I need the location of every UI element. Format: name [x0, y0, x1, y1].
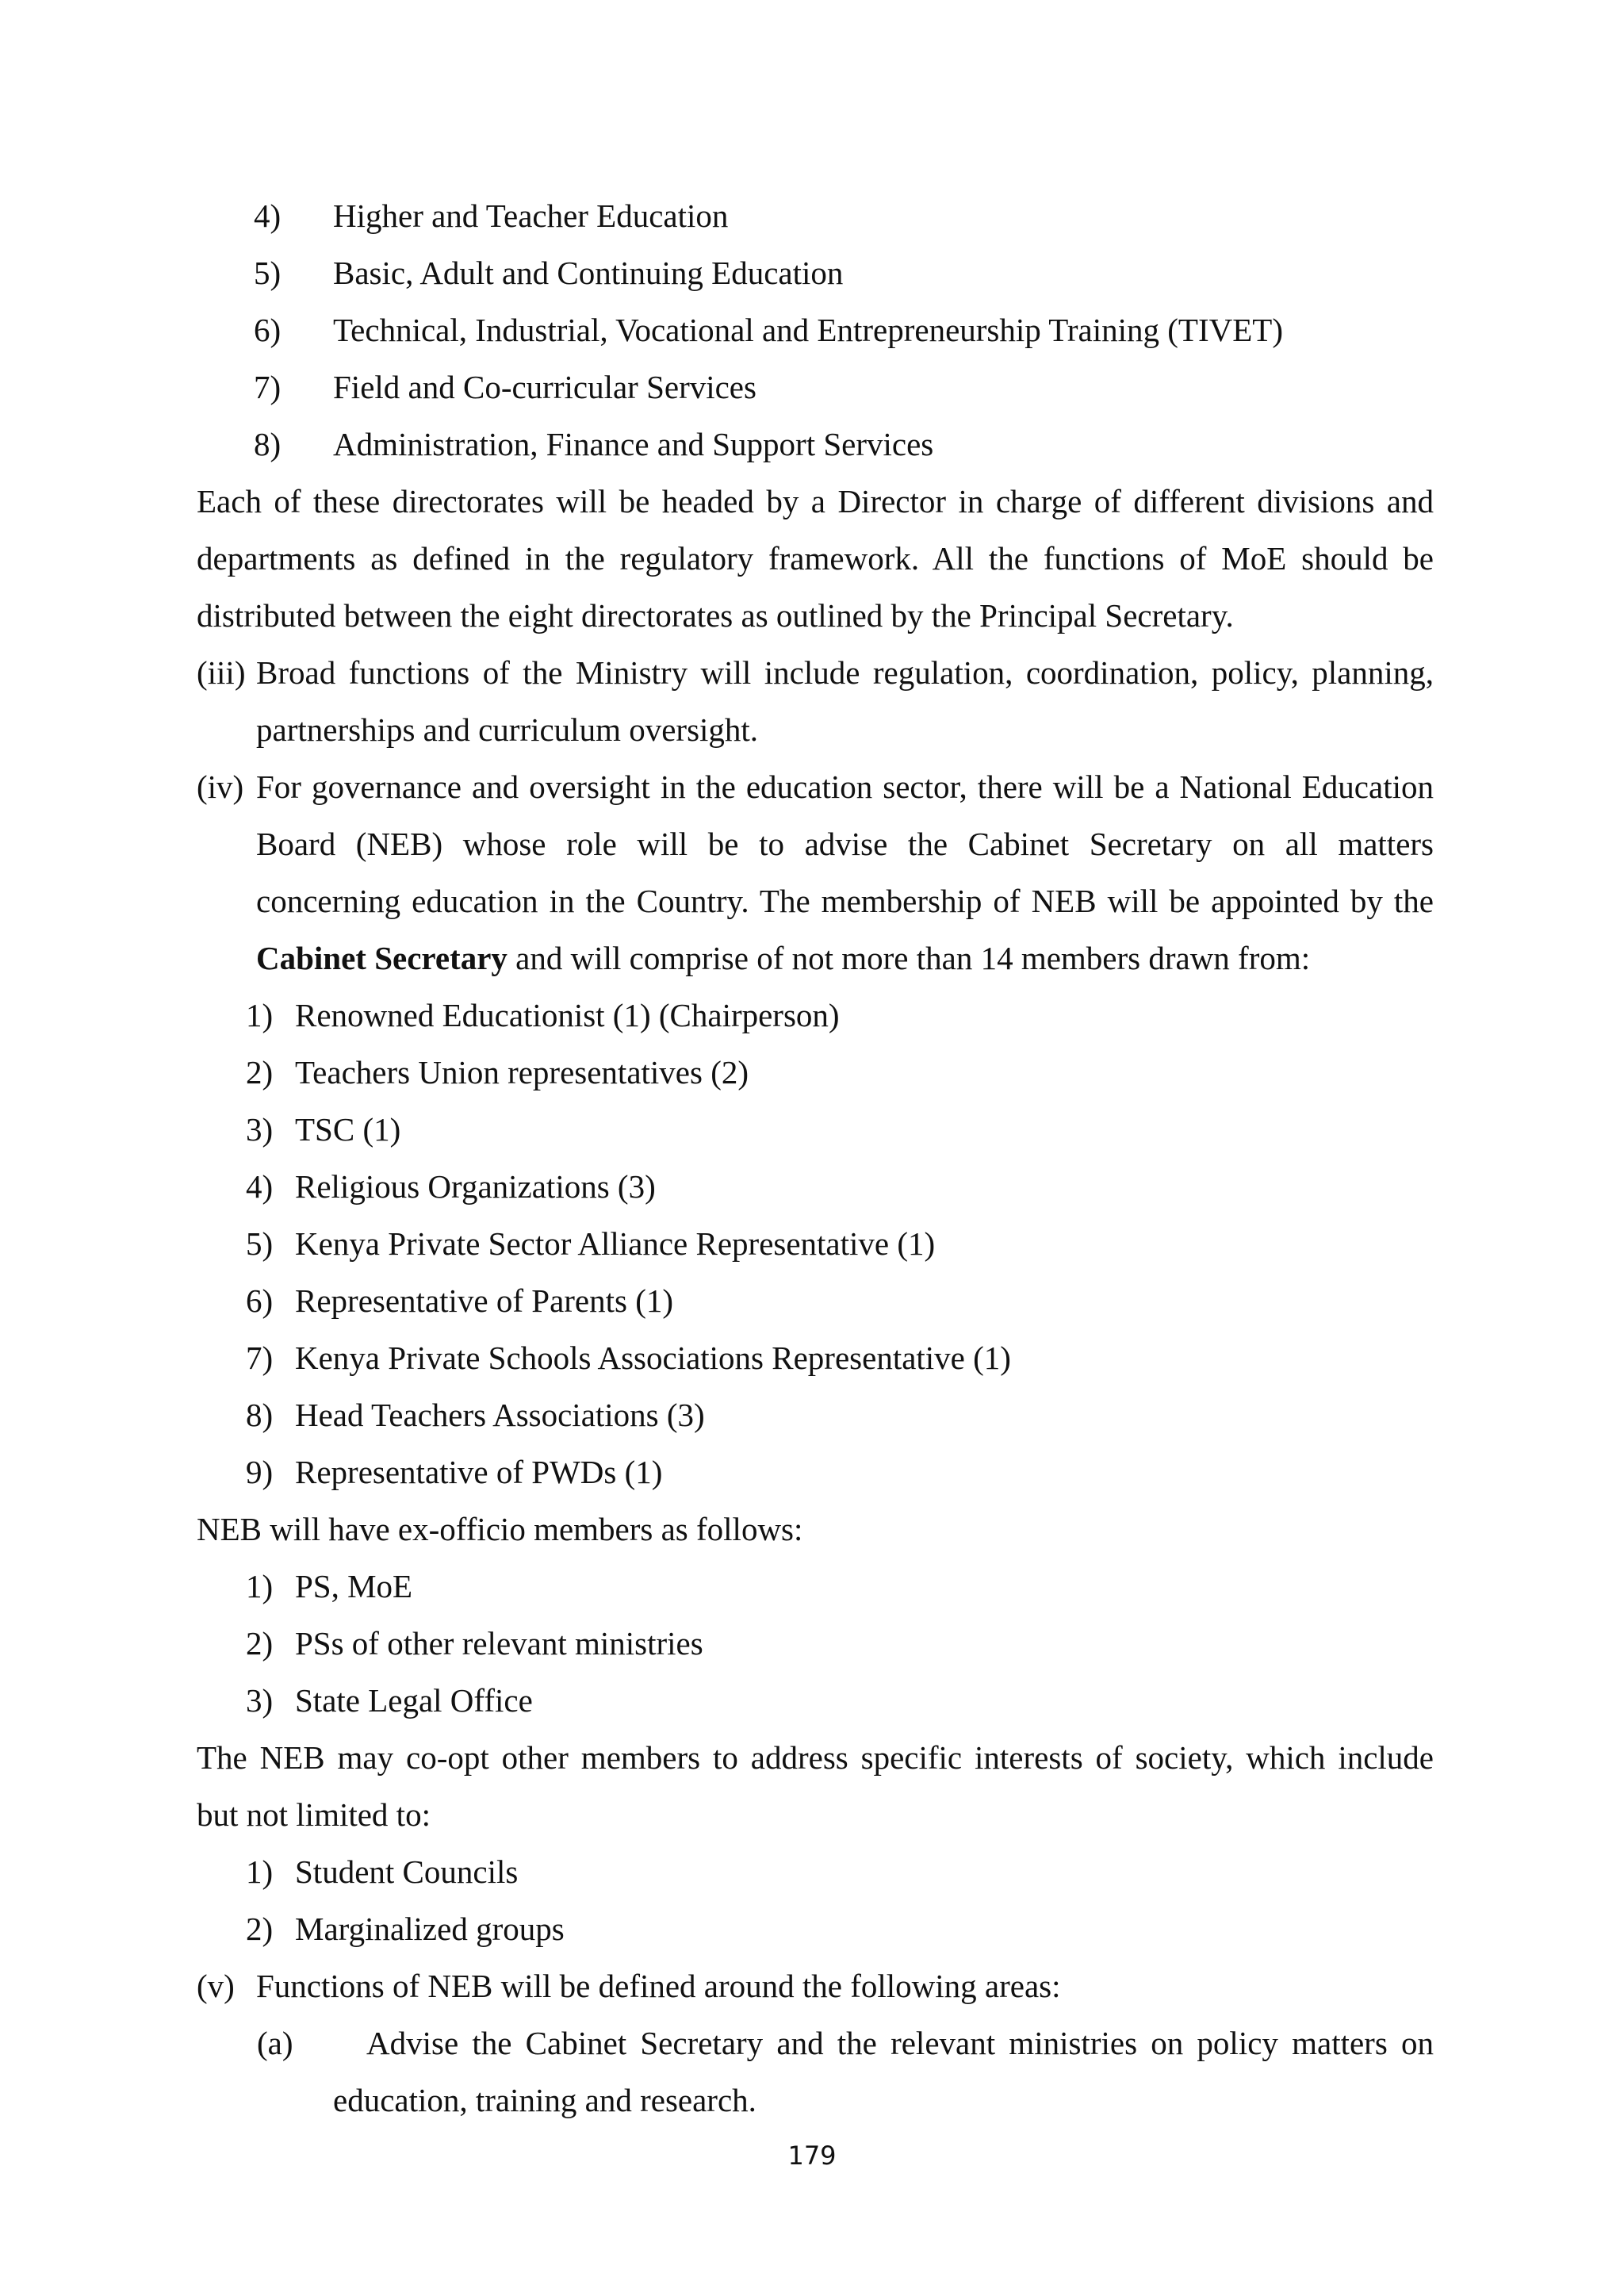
list-number: 3) — [246, 1111, 274, 1148]
list-number: 8) — [254, 426, 282, 462]
list-number: 4) — [246, 1168, 274, 1205]
list-item: PSs of other relevant ministries — [295, 1625, 703, 1662]
paragraph-line — [256, 937, 1310, 979]
list-number: 6) — [254, 312, 282, 348]
list-item: Kenya Private Schools Associations Representative (1) — [295, 1340, 1011, 1376]
paragraph-line: concerning education in the Country. The membership of NEB will be appointed by the — [256, 883, 1434, 919]
list-item: Administration, Finance and Support Services — [333, 426, 934, 462]
paragraph-line: For governance and oversight in the education sector, there will be a National Education — [256, 769, 1434, 805]
list-item: PS, MoE — [295, 1568, 413, 1604]
paragraph-text: and will comprise of not more than 14 members drawn from: — [507, 940, 1311, 976]
page-number: 179 — [787, 2141, 837, 2171]
list-number: 8) — [246, 1397, 274, 1433]
list-number: 3) — [246, 1682, 274, 1719]
list-item: Marginalized groups — [295, 1911, 565, 1947]
list-number: 2) — [246, 1911, 274, 1947]
list-item: Renowned Educationist (1) (Chairperson) — [295, 997, 840, 1033]
exofficio-intro: NEB will have ex-officio members as follows: — [197, 1511, 803, 1547]
list-item: Technical, Industrial, Vocational and Entrepreneurship Training (TIVET) — [333, 312, 1283, 348]
item-label: (iv) — [197, 769, 244, 805]
paragraph-line: Each of these directorates will be headed by a Director in charge of different divisions and — [197, 483, 1434, 519]
paragraph-line: Broad functions of the Ministry will include regulation, coordination, policy, planning, — [256, 654, 1434, 691]
bold-term: Cabinet Secretary — [256, 940, 508, 976]
list-item: Representative of Parents (1) — [295, 1282, 674, 1319]
list-number: 6) — [246, 1282, 274, 1319]
list-number: 4) — [254, 197, 282, 234]
list-item: Student Councils — [295, 1853, 519, 1890]
list-number: 1) — [246, 1568, 274, 1604]
item-label: (a) — [257, 2025, 293, 2061]
list-item: State Legal Office — [295, 1682, 533, 1719]
list-item: TSC (1) — [295, 1111, 401, 1148]
list-item: Basic, Adult and Continuing Education — [333, 255, 844, 291]
list-item: Kenya Private Sector Alliance Representative (1) — [295, 1225, 936, 1262]
paragraph-line: Advise the Cabinet Secretary and the relevant ministries on policy matters on — [366, 2025, 1434, 2061]
paragraph-line: partnerships and curriculum oversight. — [256, 711, 759, 748]
paragraph-line: The NEB may co-opt other members to address specific interests of society, which include — [197, 1739, 1434, 1776]
paragraph-line: distributed between the eight directorates as outlined by the Principal Secretary. — [197, 597, 1234, 634]
list-number: 7) — [246, 1340, 274, 1376]
list-number: 2) — [246, 1625, 274, 1662]
list-number: 9) — [246, 1454, 274, 1490]
list-number: 7) — [254, 369, 282, 405]
list-item: Representative of PWDs (1) — [295, 1454, 663, 1490]
paragraph-line: education, training and research. — [333, 2082, 756, 2118]
paragraph-line: Board (NEB) whose role will be to advise the Cabinet Secretary on all matters — [256, 826, 1434, 862]
item-label: (v) — [197, 1968, 235, 2004]
list-item: Teachers Union representatives (2) — [295, 1054, 749, 1091]
list-number: 5) — [246, 1225, 274, 1262]
item-label: (iii) — [197, 654, 246, 691]
paragraph-line: departments as defined in the regulatory framework. All the functions of MoE should be — [197, 540, 1434, 577]
list-number: 2) — [246, 1054, 274, 1091]
list-item: Head Teachers Associations (3) — [295, 1397, 705, 1433]
list-number: 1) — [246, 997, 274, 1033]
list-number: 1) — [246, 1853, 274, 1890]
paragraph-line: but not limited to: — [197, 1796, 431, 1833]
list-number: 5) — [254, 255, 282, 291]
list-item: Field and Co-curricular Services — [333, 369, 756, 405]
list-item: Higher and Teacher Education — [333, 197, 729, 234]
list-item: Religious Organizations (3) — [295, 1168, 656, 1205]
paragraph-line: Functions of NEB will be defined around the following areas: — [256, 1968, 1061, 2004]
